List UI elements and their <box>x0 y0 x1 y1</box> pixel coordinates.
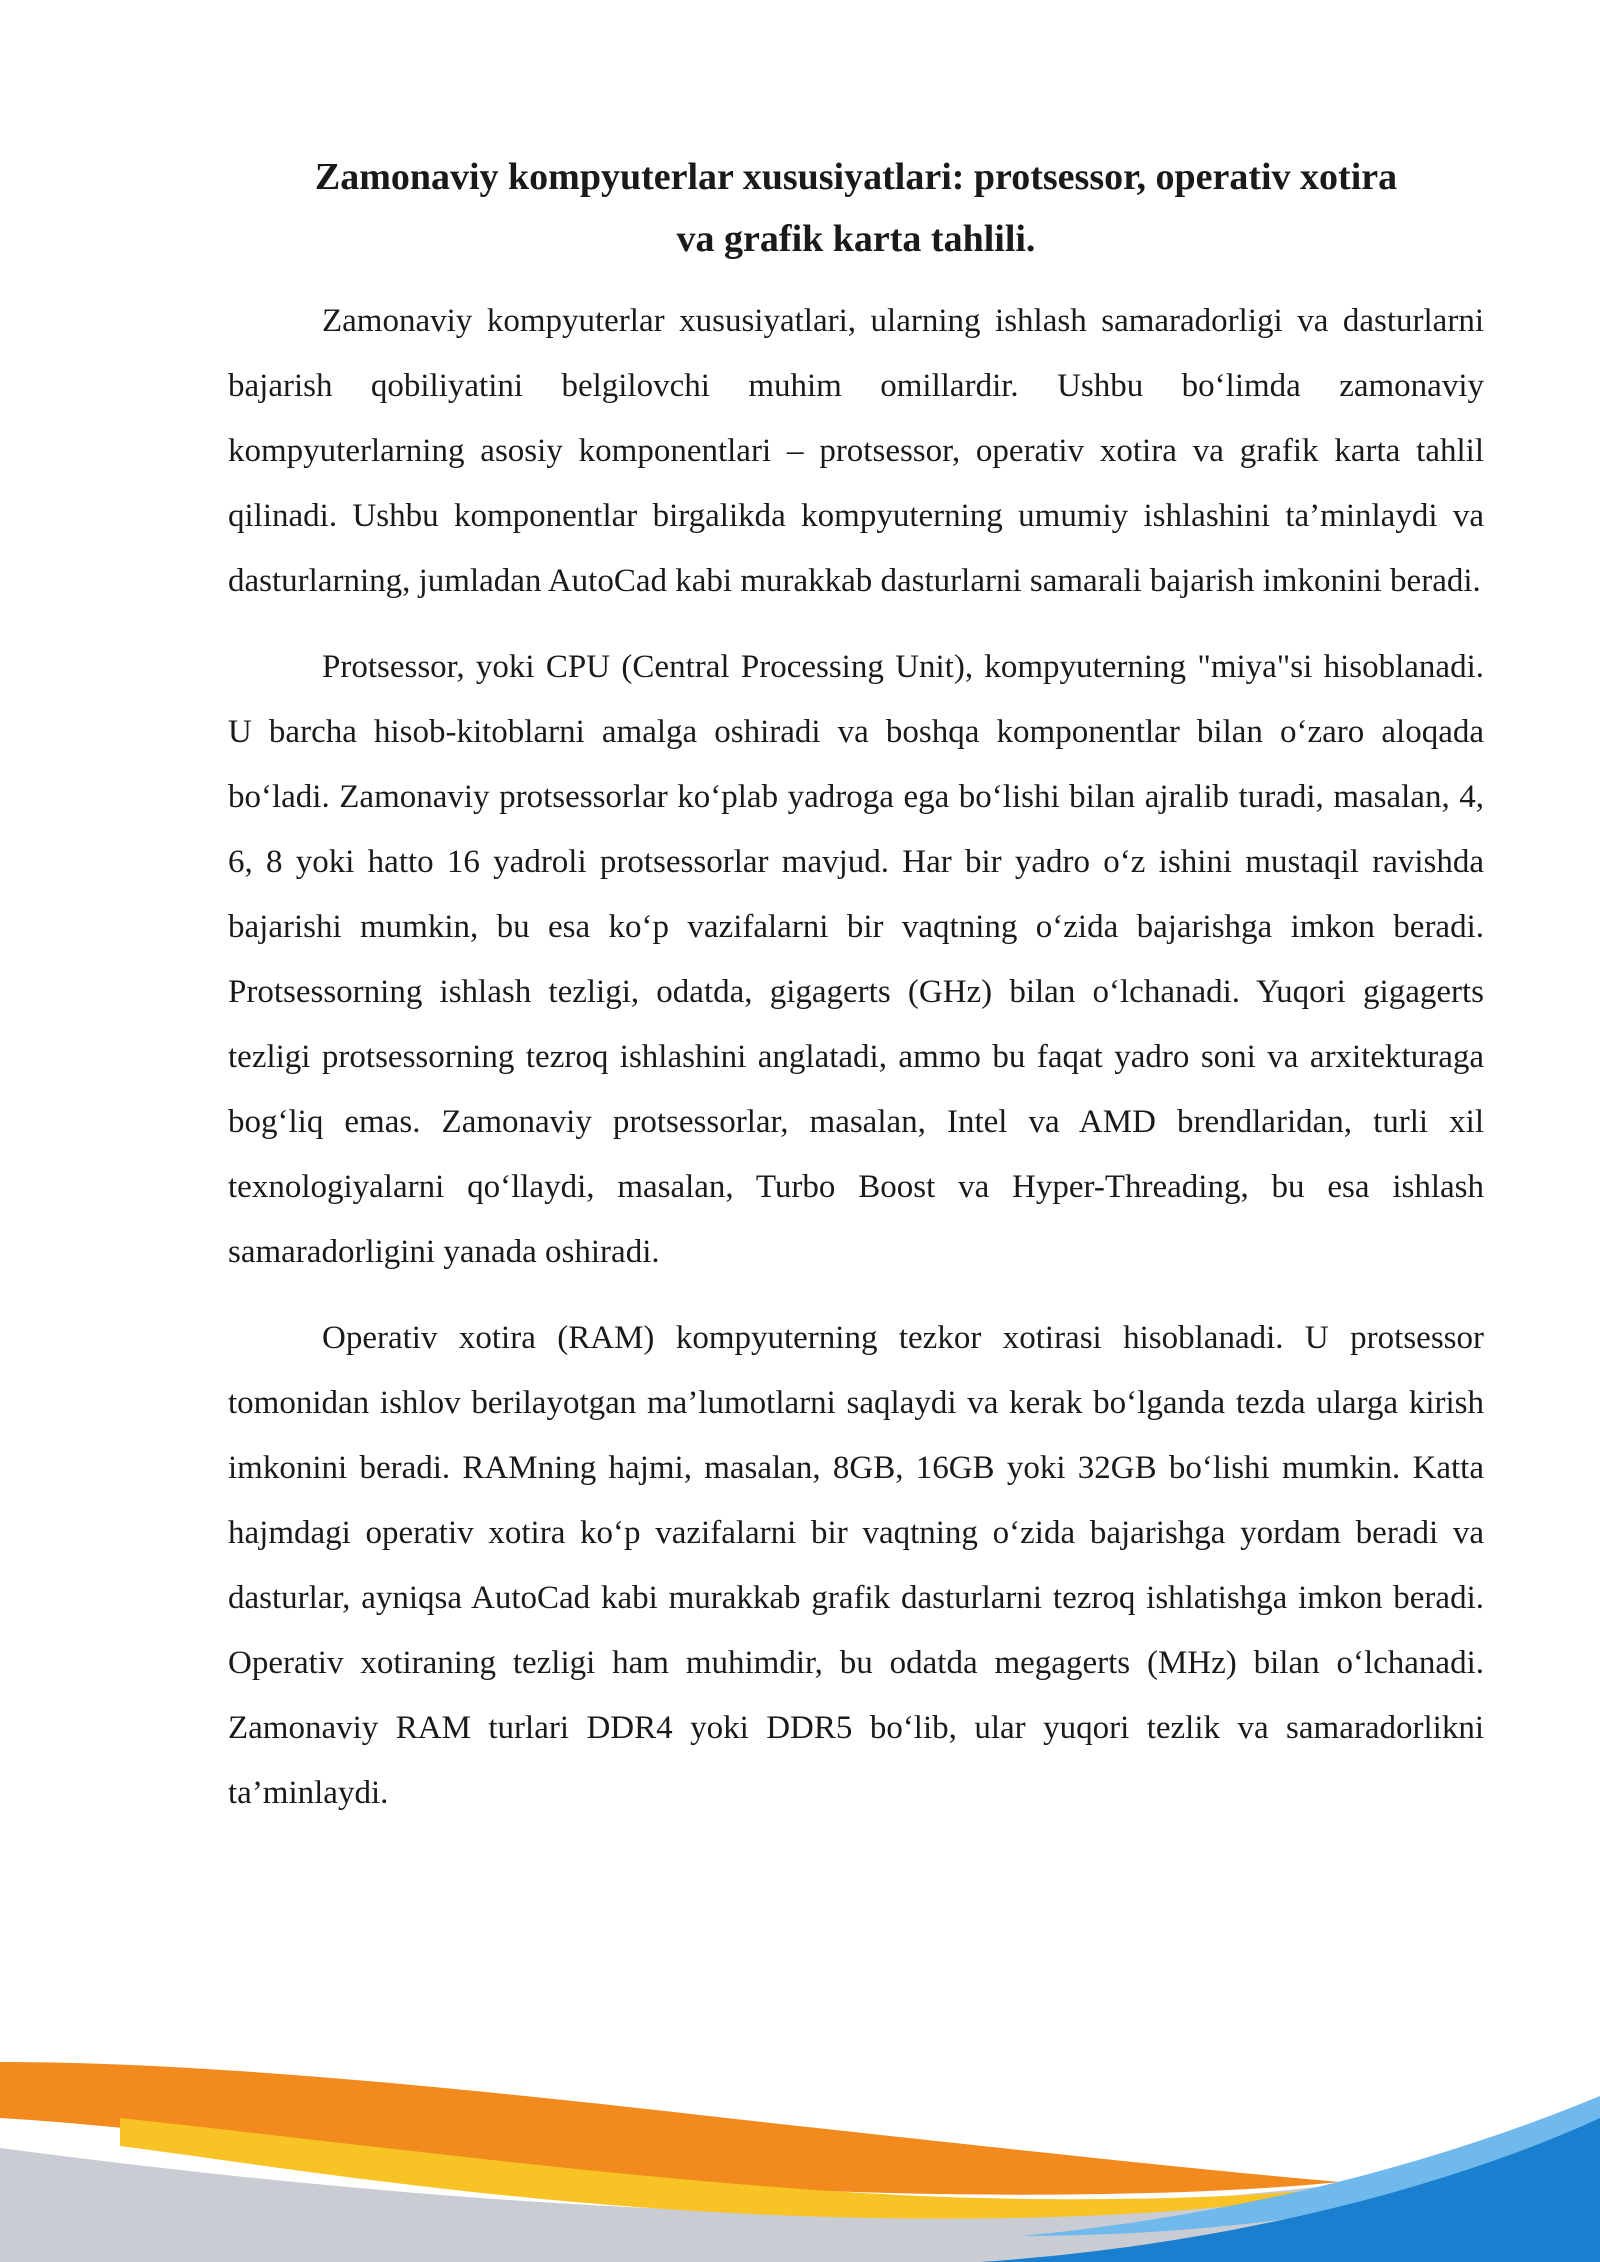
paragraph-intro: Zamonaviy kompyuterlar xususiyatlari, ularning ishlash samaradorligi va dasturlarni bajarish qobiliyatini belgilovchi muhim omillardir. Ushbu bo‘limda zamonaviy kompyuterlarning asosiy komponentlari – protsessor, operativ xotira va grafik karta tahlil qilinadi. Ushbu komponentlar birgalikda kompyuterning umumiy ishlashini ta’minlaydi va dasturlarning, jumladan AutoCad kabi murakkab dasturlarni samarali bajarish imkonini beradi. <box>228 303 1484 599</box>
footer-wave-decoration <box>0 2000 1600 2262</box>
paragraph-ram: Operativ xotira (RAM) kompyuterning tezkor xotirasi hisoblanadi. U protsessor tomonidan ishlov berilayotgan ma’lumotlarni saqlaydi va kerak bo‘lganda tezda ularga kirish imkonini beradi. RAMning hajmi, masalan, 8GB, 16GB yoki 32GB bo‘lishi mumkin. Katta hajmdagi operativ xotira ko‘p vazifalarni bir vaqtning o‘zida bajarishga yordam beradi va dasturlar, ayniqsa AutoCad kabi murakkab grafik dasturlarni tezroq ishlatishga imkon beradi. Operativ xotiraning tezligi ham muhimdir, bu odatda megagerts (MHz) bilan o‘lchanadi. Zamonaviy RAM turlari DDR4 yoki DDR5 bo‘lib, ular yuqori tezlik va samaradorlikni ta’minlaydi. <box>228 1320 1484 1811</box>
document-body <box>228 146 1484 1826</box>
title-line: Zamonaviy kompyuterlar xususiyatlari: protsessor, operativ xotira <box>314 156 1398 198</box>
document-title <box>228 146 1484 270</box>
title-line: va grafik karta tahlili. <box>676 218 1036 260</box>
paragraph-processor: Protsessor, yoki CPU (Central Processing Unit), kompyuterning "miya"si hisoblanadi. U barcha hisob-kitoblarni amalga oshiradi va boshqa komponentlar bilan o‘zaro aloqada bo‘ladi. Zamonaviy protsessorlar ko‘plab yadroga ega bo‘lishi bilan ajralib turadi, masalan, 4, 6, 8 yoki hatto 16 yadroli protsessorlar mavjud. Har bir yadro o‘z ishini mustaqil ravishda bajarishi mumkin, bu esa ko‘p vazifalarni bir vaqtning o‘zida bajarishga imkon beradi. Protsessorning ishlash tezligi, odatda, gigagerts (GHz) bilan o‘lchanadi. Yuqori gigagerts tezligi protsessorning tezroq ishlashini anglatadi, ammo bu faqat yadro soni va arxitekturaga bog‘liq emas. Zamonaviy protsessorlar, masalan, Intel va AMD brendlaridan, turli xil texnologiyalarni qo‘llaydi, masalan, Turbo Boost va Hyper-Threading, bu esa ishlash samaradorligini yanada oshiradi. <box>228 649 1484 1270</box>
